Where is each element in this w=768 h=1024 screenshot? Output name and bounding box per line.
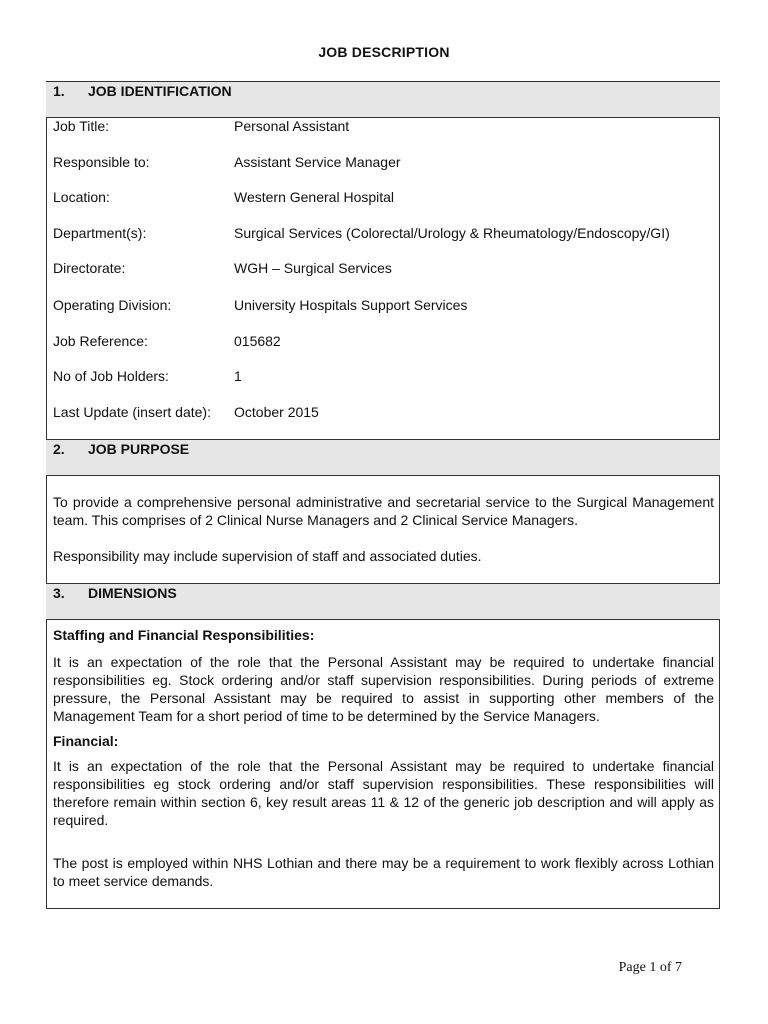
field-value: WGH – Surgical Services <box>234 260 392 276</box>
section-job-identification-header <box>46 81 720 118</box>
field-label: Last Update (insert date): <box>53 404 211 420</box>
section-job-purpose-header <box>46 439 720 476</box>
page-number: Page 1 of 7 <box>618 960 682 975</box>
financial-heading: Financial: <box>53 733 119 749</box>
field-label: Location: <box>53 189 110 205</box>
field-value: Assistant Service Manager <box>234 154 401 170</box>
section-number: 3. <box>53 585 65 601</box>
field-label: Operating Division: <box>53 297 172 313</box>
financial-paragraph: It is an expectation of the role that the Personal Assistant may be required to undertake financial responsibilities eg stock ordering and/or staff supervision responsibilities. These responsibilities will therefore remain within section 6, key result areas 11 & 12 of the generic job description and will apply as required. <box>53 758 714 828</box>
field-value: October 2015 <box>234 404 319 420</box>
field-value: 015682 <box>234 333 281 349</box>
field-value: Surgical Services (Colorectal/Urology & Rheumatology/Endoscopy/GI) <box>234 225 670 241</box>
staffing-financial-heading: Staffing and Financial Responsibilities: <box>53 627 315 643</box>
section-title: JOB PURPOSE <box>88 441 190 457</box>
section-title: JOB IDENTIFICATION <box>88 83 232 99</box>
field-label: Job Reference: <box>53 333 148 349</box>
field-value: University Hospitals Support Services <box>234 297 468 313</box>
section-dimensions-header <box>46 583 720 620</box>
field-value: 1 <box>234 368 242 384</box>
job-purpose-paragraph: To provide a comprehensive personal administrative and secretarial service to the Surgical Management team. This comprises of 2 Clinical Nurse Managers and 2 Clinical Service Managers. <box>53 494 714 528</box>
section-number: 1. <box>53 83 65 99</box>
section-number: 2. <box>53 441 65 457</box>
field-value: Personal Assistant <box>234 118 350 134</box>
field-label: Job Title: <box>53 118 110 134</box>
employment-paragraph: The post is employed within NHS Lothian and there may be a requirement to work flexibly across Lothian to meet service demands. <box>53 855 714 889</box>
document-title: JOB DESCRIPTION <box>318 44 450 60</box>
field-label: Department(s): <box>53 225 147 241</box>
staffing-paragraph: It is an expectation of the role that the Personal Assistant may be required to undertake financial responsibilities eg. Stock ordering and/or staff supervision responsibilities. During periods of extreme pressure, the Personal Assistant may be required to assist in supporting other members of the Management Team for a short period of time to be determined by the Service Managers. <box>53 654 714 724</box>
field-value: Western General Hospital <box>234 189 395 205</box>
section-title: DIMENSIONS <box>88 585 177 601</box>
field-label: Responsible to: <box>53 154 150 170</box>
field-label: Directorate: <box>53 260 126 276</box>
responsibility-paragraph: Responsibility may include supervision of staff and associated duties. <box>53 548 482 564</box>
field-label: No of Job Holders: <box>53 368 169 384</box>
